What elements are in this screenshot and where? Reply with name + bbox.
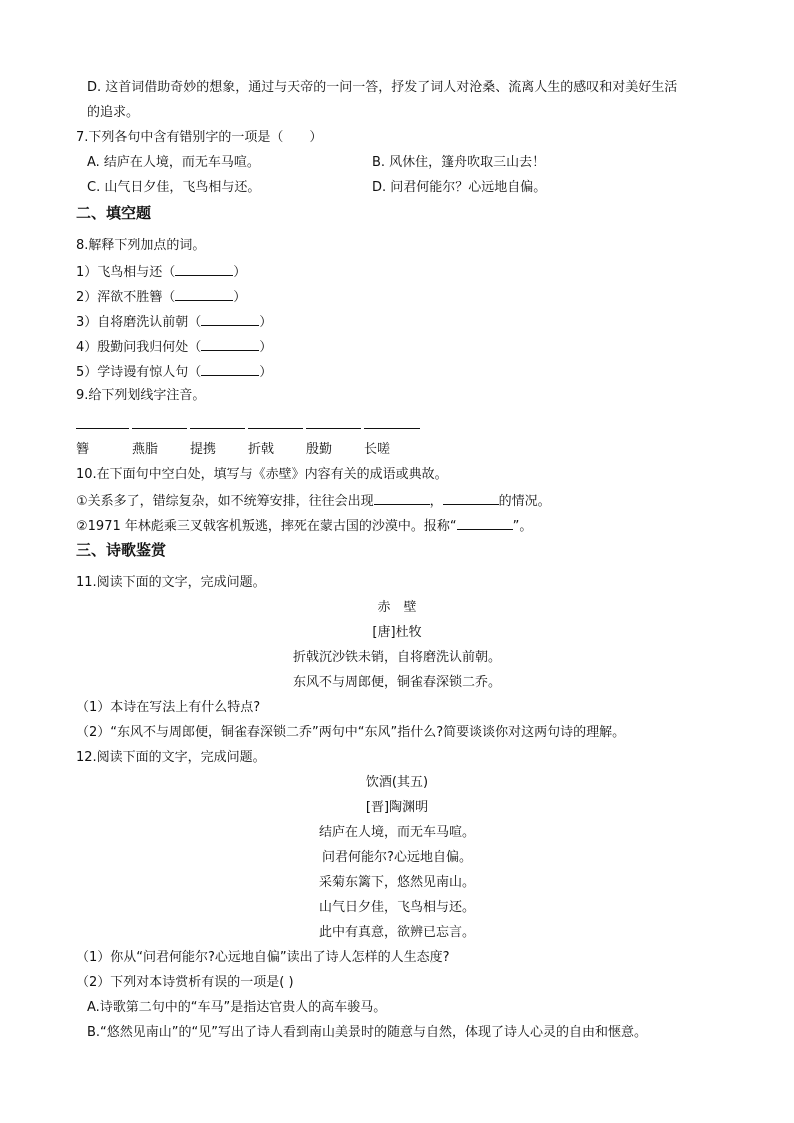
q8-stem: 8.解释下列加点的词。 — [76, 238, 206, 253]
q12-stem: 12.阅读下面的文字，完成问题。 — [76, 750, 266, 765]
q8-item-1 — [76, 262, 246, 282]
q8-item-2-close: ） — [233, 290, 247, 305]
q10-s2-end: ”。 — [512, 519, 533, 534]
q12-poem-title: 饮酒(其五) — [365, 775, 429, 790]
answer-blank[interactable] — [175, 262, 233, 276]
q7-option-a: A. 结庐在人境，而无车马喧。 — [87, 155, 260, 170]
q8-item-3-close: ） — [259, 315, 273, 330]
q8-item-4 — [76, 337, 272, 357]
q9-stem: 9.给下列划线字注音。 — [76, 388, 206, 403]
q8-item-5-text: 5）学诗谩有惊人句（ — [76, 365, 202, 380]
q10-s1-comma: ， — [429, 494, 443, 509]
q9-word-5: 殷勤 — [306, 442, 333, 457]
q8-item-1-text: 1）飞鸟相与还（ — [76, 265, 176, 280]
pinyin-blank-3[interactable] — [190, 428, 245, 429]
q12-option-b: B.“悠然见南山”的“见”写出了诗人看到南山美景时的随意与自然，体现了诗人心灵的自由和惬意。 — [87, 1025, 647, 1040]
q9-word-6: 长嗟 — [364, 442, 391, 457]
q11-sub-question-2: （2）“东风不与周郎便，铜雀春深锁二乔”两句中“东风”指什么?简要谈谈你对这两句诗的理解。 — [76, 725, 626, 740]
pinyin-blank-4[interactable] — [248, 428, 303, 429]
q9-word-1: 簪 — [76, 442, 90, 457]
q12-poem-line-5: 此中有真意，欲辨已忘言。 — [318, 925, 475, 940]
q12-poem-line-1: 结庐在人境，而无车马喧。 — [318, 825, 475, 840]
q8-item-5 — [76, 362, 272, 382]
q7-option-d: D. 问君何能尔？心远地自偏。 — [372, 180, 547, 195]
q8-item-4-text: 4）殷勤问我归何处（ — [76, 340, 202, 355]
answer-blank[interactable] — [457, 516, 513, 530]
q7-option-b: B. 风休住，篷舟吹取三山去！ — [372, 155, 546, 170]
q12-sub-question-1: （1）你从“问君何能尔?心远地自偏”读出了诗人怎样的人生态度? — [76, 950, 450, 965]
q12-poem-author: [晋]陶渊明 — [365, 800, 429, 815]
q8-item-2 — [76, 287, 246, 307]
q8-item-3-text: 3）自将磨洗认前朝（ — [76, 315, 202, 330]
q10-sentence-1 — [76, 491, 551, 511]
q12-poem-line-4: 山气日夕佳，飞鸟相与还。 — [318, 900, 475, 915]
pinyin-blank-1[interactable] — [76, 428, 129, 429]
q9-word-2: 燕脂 — [132, 442, 159, 457]
q10-s1-text: ①关系多了，错综复杂，如不统筹安排，往往会出现 — [76, 494, 374, 509]
q6-option-d-line2: 的追求。 — [87, 105, 140, 120]
q11-stem: 11.阅读下面的文字，完成问题。 — [76, 575, 266, 590]
q9-word-3: 提携 — [190, 442, 217, 457]
q8-item-3 — [76, 312, 272, 332]
q8-item-4-close: ） — [259, 340, 273, 355]
pinyin-blank-6[interactable] — [364, 428, 420, 429]
answer-blank[interactable] — [175, 287, 233, 301]
answer-blank[interactable] — [443, 491, 499, 505]
q7-stem: 7.下列各句中含有错别字的一项是（ ） — [76, 130, 323, 145]
q12-poem-line-2: 问君何能尔?心远地自偏。 — [322, 850, 472, 865]
q12-poem-line-3: 采菊东篱下，悠然见南山。 — [318, 875, 475, 890]
q7-option-c: C. 山气日夕佳，飞鸟相与还。 — [87, 180, 261, 195]
answer-blank[interactable] — [201, 362, 259, 376]
q12-option-a: A.诗歌第二句中的“车马”是指达官贵人的高车骏马。 — [87, 1000, 387, 1015]
pinyin-blank-5[interactable] — [306, 428, 361, 429]
q11-poem-author: [唐]杜牧 — [372, 625, 422, 640]
q8-item-5-close: ） — [259, 365, 273, 380]
q10-stem: 10.在下面句中空白处，填写与《赤壁》内容有关的成语或典故。 — [76, 467, 448, 482]
section-2-title: 二、填空题 — [76, 204, 152, 222]
pinyin-blank-2[interactable] — [132, 428, 187, 429]
q11-sub-question-1: （1）本诗在写法上有什么特点? — [76, 700, 261, 715]
q10-sentence-2 — [76, 516, 532, 536]
q9-word-4: 折戟 — [248, 442, 275, 457]
q11-poem-line-2: 东风不与周郎便，铜雀春深锁二乔。 — [292, 675, 501, 690]
q10-s2-text: ②1971 年林彪乘三叉戟客机叛逃，摔死在蒙古国的沙漠中。报称“ — [76, 519, 457, 534]
q11-poem-title: 赤 壁 — [377, 600, 417, 615]
q8-item-1-close: ） — [233, 265, 247, 280]
q11-poem-line-1: 折戟沉沙铁未销，自将磨洗认前朝。 — [292, 650, 501, 665]
answer-blank[interactable] — [374, 491, 430, 505]
q10-s1-end: 的情况。 — [498, 494, 551, 509]
q12-sub-question-2: （2）下列对本诗赏析有误的一项是( ) — [76, 975, 294, 990]
q6-option-d-line1: D. 这首词借助奇妙的想象，通过与天帝的一问一答，抒发了词人对沧桑、流离人生的感叹和对美好生活 — [87, 80, 678, 95]
q8-item-2-text: 2）浑欲不胜簪（ — [76, 290, 176, 305]
answer-blank[interactable] — [201, 337, 259, 351]
answer-blank[interactable] — [201, 312, 259, 326]
section-3-title: 三、诗歌鉴赏 — [76, 541, 167, 559]
